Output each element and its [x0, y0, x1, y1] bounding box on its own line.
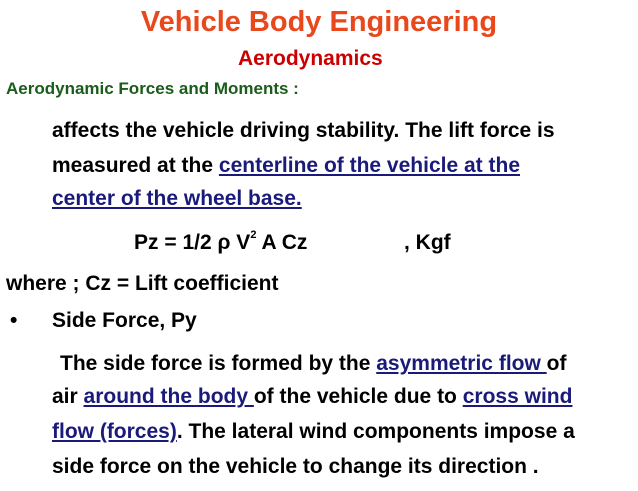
- equation-lhs: Pz = 1/2 ρ V: [134, 231, 251, 254]
- side-line-1: [60, 352, 566, 376]
- side-line-3-end: . The lateral wind components impose a: [176, 420, 575, 443]
- lift-line-2-text: measured at the: [52, 154, 219, 177]
- side-line-3: [52, 420, 575, 444]
- side-line-2-start: air: [52, 385, 84, 408]
- lift-line-3: [52, 187, 302, 211]
- slide-subtitle: Aerodynamics: [238, 47, 383, 70]
- side-line-1-end: of: [546, 352, 567, 375]
- equation-unit: , Kgf: [404, 231, 451, 254]
- equation-rhs: A Cz: [256, 231, 308, 254]
- bullet-dot: •: [10, 309, 18, 332]
- slide-title: Vehicle Body Engineering: [140, 6, 498, 38]
- centerline-underlined: centerline of the vehicle at the: [218, 154, 520, 177]
- around-body-underlined: around the body: [83, 385, 254, 408]
- lift-line-1: affects the vehicle driving stability. The lift force is: [52, 119, 555, 142]
- cross-wind-underlined: cross wind: [462, 385, 573, 408]
- side-line-1-text: The side force is formed by the: [60, 352, 377, 375]
- side-line-2-mid: of the vehicle due to: [253, 385, 463, 408]
- equation-exponent: 2: [250, 229, 257, 241]
- lift-equation: [134, 231, 307, 255]
- side-line-4: side force on the vehicle to change its direction .: [52, 455, 539, 478]
- lift-line-2: [52, 154, 520, 178]
- wheelbase-underlined: center of the wheel base.: [52, 187, 302, 210]
- where-line: where ; Cz = Lift coefficient: [6, 272, 279, 295]
- side-force-heading: Side Force, Py: [52, 309, 197, 332]
- asymmetric-flow-underlined: asymmetric flow: [376, 352, 547, 375]
- side-line-2: [52, 385, 572, 409]
- flow-forces-underlined: flow (forces): [52, 420, 177, 443]
- section-heading: Aerodynamic Forces and Moments :: [6, 79, 299, 98]
